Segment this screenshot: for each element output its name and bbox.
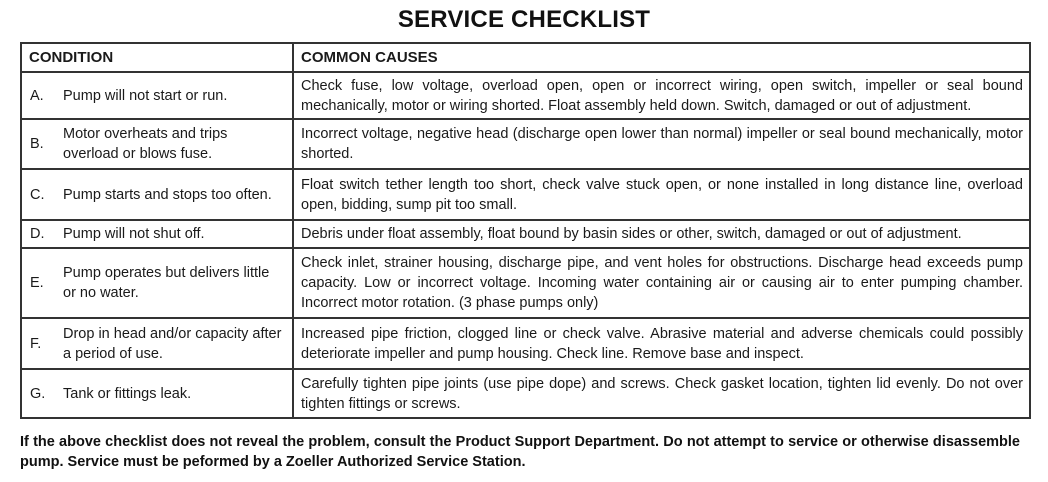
condition-cell [21,119,293,169]
row-letter: E. [30,275,44,291]
causes-cell: Float switch tether length too short, check valve stuck open, or none installed in long distance line, overload open, bidding, sump pit too small. [293,169,1030,220]
causes-cell: Debris under float assembly, float bound by basin sides or other, switch, damaged or out of adjustment. [293,220,1030,248]
condition-cell [21,220,293,248]
condition-text: Drop in head and/or capacity after a period of use. [63,325,282,362]
page-title: SERVICE CHECKLIST [397,6,651,33]
condition-text: Pump will not start or run. [63,87,228,104]
condition-cell [21,169,293,220]
row-letter: D. [30,226,45,242]
row-letter: G. [30,385,46,402]
causes-cell: Check fuse, low voltage, overload open, open or incorrect wiring, open switch, impeller or seal bound mechanically, motor or wiring shorted. Float assembly held down. Switch, damaged or out of adjustment. [293,72,1030,119]
table-row [21,72,1030,119]
table-row [21,220,1030,248]
row-letter: B. [30,136,44,152]
condition-text: Pump will not shut off. [63,226,205,242]
condition-cell [21,72,293,119]
table-row [21,248,1030,318]
footer-note: If the above checklist does not reveal the problem, consult the Product Support Department. Do not attempt to service or otherwise disassemble pump. Service must be peformed by a Zoeller Authorized Service Station. [20,434,1020,470]
condition-text: Pump starts and stops too often. [63,186,272,203]
causes-cell: Incorrect voltage, negative head (discharge open lower than normal) impeller or seal bound mechanically, motor shorted. [293,119,1030,169]
table-row [21,318,1030,369]
condition-cell [21,318,293,369]
table-row [21,369,1030,418]
table-header-row [21,43,1030,72]
condition-text: Pump operates but delivers little or no water. [63,265,270,301]
column-header-common-causes: COMMON CAUSES [293,43,1030,72]
causes-cell: Increased pipe friction, clogged line or check valve. Abrasive material and adverse chemicals could possibly deteriorate impeller and pump housing. Check line. Remove base and inspect. [293,318,1030,369]
causes-cell: Check inlet, strainer housing, discharge pipe, and vent holes for obstructions. Discharge head exceeds pump capacity. Low or incorrect voltage. Incoming water containing air or causing air to enter pumping chamber. Incorrect motor rotation. (3 phase pumps only) [293,248,1030,318]
row-letter: C. [30,186,45,203]
row-letter: F. [30,335,42,352]
table-row [21,119,1030,169]
condition-cell [21,248,293,318]
column-header-condition: CONDITION [21,43,293,72]
causes-cell: Carefully tighten pipe joints (use pipe dope) and screws. Check gasket location, tighten lid evenly. Do not over tighten fittings or screws. [293,369,1030,418]
service-checklist-table [20,42,1031,419]
condition-cell [21,369,293,418]
table-row [21,169,1030,220]
row-letter: A. [30,87,44,104]
condition-text: Motor overheats and trips overload or blows fuse. [63,126,228,162]
condition-text: Tank or fittings leak. [63,385,192,402]
